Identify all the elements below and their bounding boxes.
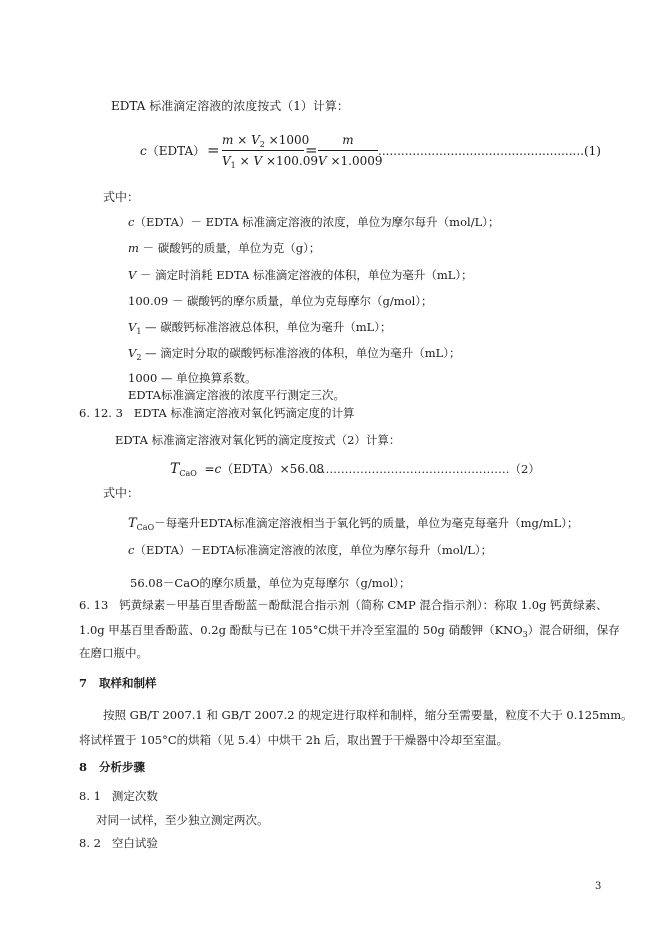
- definition-100-09: 100.09 － 碳酸钙的摩尔质量，单位为克每摩尔（g/mol）；: [128, 294, 433, 308]
- section-8-2-heading: 8. 2 空白试验: [79, 836, 158, 850]
- section-8-1-body: 对同一试样，至少独立测定两次。: [96, 813, 269, 827]
- formula1-denominator-2: V ×1.0009: [318, 154, 383, 168]
- section-7-paragraph-line-1: 按照 GB/T 2007.1 和 GB/T 2007.2 的规定进行取样和制样，缩分至需要量，粒度不大于 0.125mm。: [103, 708, 633, 722]
- parallel-determination-note: EDTA标准滴定溶液的浓度平行测定三次。: [128, 388, 345, 402]
- formula1-leader-and-number: ......................................................(1): [378, 144, 601, 158]
- formula2-intro: EDTA 标准滴定溶液对氧化钙的滴定度按式（2）计算：: [115, 433, 401, 447]
- formula1-equals-1: =: [207, 141, 220, 159]
- formula1-fraction-bar-1: [222, 150, 304, 151]
- formula-2: $T_{CaO}$ =c（EDTA）×56.08: [170, 461, 325, 478]
- section-6-13-line-1: 6. 13 钙黄绿素－甲基百里香酚蓝－酚酞混合指示剂（简称 CMP 混合指示剂）：称取 1.0g 钙黄绿素、: [79, 598, 608, 612]
- page-number: 3: [595, 881, 602, 892]
- formula1-numerator-1: $m \times V_2 \times 1000$: [222, 133, 310, 149]
- definition-1000: 1000 — 单位换算系数。: [128, 371, 257, 385]
- definition-m: m － 碳酸钙的质量，单位为克（g）；: [128, 241, 321, 255]
- section-8-heading: 8 分析步骤: [79, 760, 146, 774]
- formula1-intro: EDTA 标准滴定溶液的浓度按式（1）计算：: [111, 99, 349, 113]
- section-6-13-line-3: 在磨口瓶中。: [79, 646, 148, 660]
- formula1-equals-2: =: [305, 141, 318, 159]
- formula1-denominator-1: $V_1 \times V \times 100.09$: [222, 154, 318, 170]
- formula1-fraction-bar-2: [318, 150, 378, 151]
- formula1-numerator-2: m: [342, 133, 354, 147]
- formula1-lhs-paren: （EDTA）: [146, 144, 206, 158]
- definition-v1: $V_1$ — 碳酸钙标准溶液总体积，单位为毫升（mL）；: [128, 320, 392, 336]
- where-label-1: 式中：: [103, 190, 140, 204]
- formula1-lhs-symbol: c: [140, 144, 147, 158]
- where-label-2: 式中：: [103, 486, 140, 500]
- section-8-1-heading: 8. 1 测定次数: [79, 789, 158, 803]
- section-7-paragraph-line-2: 将试样置于 105°C的烘箱（见 5.4）中烘干 2h 后，取出置于干燥器中冷却至室温。: [79, 733, 509, 747]
- section-6-12-3-heading: 6. 12. 3 EDTA 标准滴定溶液对氧化钙滴定度的计算: [79, 406, 355, 420]
- definition-c-edta-2: c（EDTA）－EDTA标准滴定溶液的浓度，单位为摩尔每升（mol/L）；: [128, 543, 493, 557]
- definition-t-cao: $T_{CaO}-$每毫升EDTA标准滴定溶液相当于氧化钙的质量，单位为毫克每毫升（mg/mL）；: [128, 516, 579, 532]
- section-6-13-line-2: 1.0g 甲基百里香酚蓝、0.2g 酚酞与已在 105°C烘干并冷至室温的 50g 硝酸钾$(KNO_3)$混合研细，保存: [79, 623, 620, 639]
- definition-v: V － 滴定时消耗 EDTA 标准滴定溶液的体积，单位为毫升（mL）；: [128, 268, 473, 282]
- definition-c-edta: c（EDTA）－ EDTA 标准滴定溶液的浓度，单位为摩尔每升（mol/L）；: [128, 215, 500, 229]
- definition-56-08: 56.08－CaO的摩尔质量，单位为克每摩尔（g/mol）；: [130, 576, 411, 590]
- formula2-leader-and-number: ……………………………………………（2）: [314, 462, 540, 476]
- definition-v2: $V_2$ — 滴定时分取的碳酸钙标准溶液的体积，单位为毫升（mL）；: [128, 346, 461, 362]
- section-7-heading: 7 取样和制样: [79, 676, 157, 690]
